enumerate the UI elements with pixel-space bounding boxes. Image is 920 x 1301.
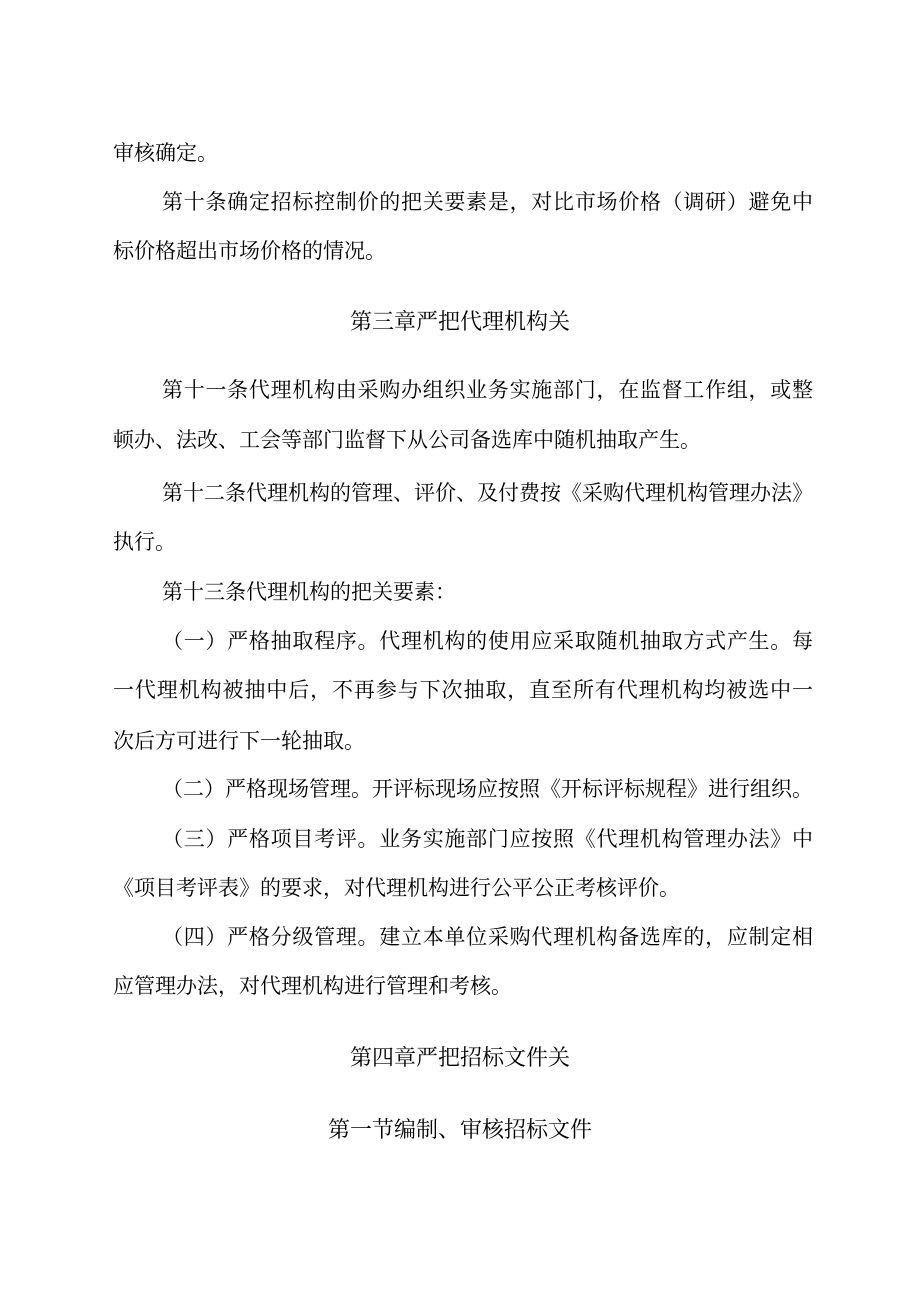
paragraph-line: 一代理机构被抽中后，不再参与下次抽取，直至所有代理机构均被选中一 — [113, 678, 813, 702]
paragraph-line: 标价格超出市场价格的情况。 — [113, 239, 386, 263]
paragraph-line: 第十三条代理机构的把关要素： — [162, 580, 456, 604]
paragraph-line: 审核确定。 — [113, 141, 218, 165]
paragraph-line: 《项目考评表》的要求，对代理机构进行公平公正考核评价。 — [113, 876, 680, 900]
paragraph-line: （一）严格抽取程序。代理机构的使用应采取随机抽取方式产生。每 — [162, 629, 813, 653]
chapter-3-heading: 第三章严把代理机构关 — [349, 310, 570, 335]
paragraph-line: 第十条确定招标控制价的把关要素是，对比市场价格（调研）避免中 — [162, 190, 813, 214]
paragraph-line: 执行。 — [113, 530, 176, 554]
paragraph-line: 第十一条代理机构由采购办组织业务实施部门，在监督工作组，或整 — [162, 378, 813, 402]
section-1-heading: 第一节编制、审核招标文件 — [327, 1118, 592, 1143]
paragraph-line: （四）严格分级管理。建立本单位采购代理机构备选库的，应制定相 — [162, 925, 813, 949]
chapter-4-heading: 第四章严把招标文件关 — [349, 1046, 570, 1071]
paragraph-line: 第十二条代理机构的管理、评价、及付费按《采购代理机构管理办法》 — [162, 481, 813, 505]
paragraph-line: 应管理办法，对代理机构进行管理和考核。 — [113, 974, 512, 998]
paragraph-line: 顿办、法改、工会等部门监督下从公司备选库中随机抽取产生。 — [113, 428, 701, 452]
paragraph-line: 次后方可进行下一轮抽取。 — [113, 729, 365, 753]
paragraph-line: （二）严格现场管理。开评标现场应按照《开标评标规程》进行组织。 — [162, 777, 813, 801]
paragraph-line: （三）严格项目考评。业务实施部门应按照《代理机构管理办法》中 — [162, 827, 813, 851]
